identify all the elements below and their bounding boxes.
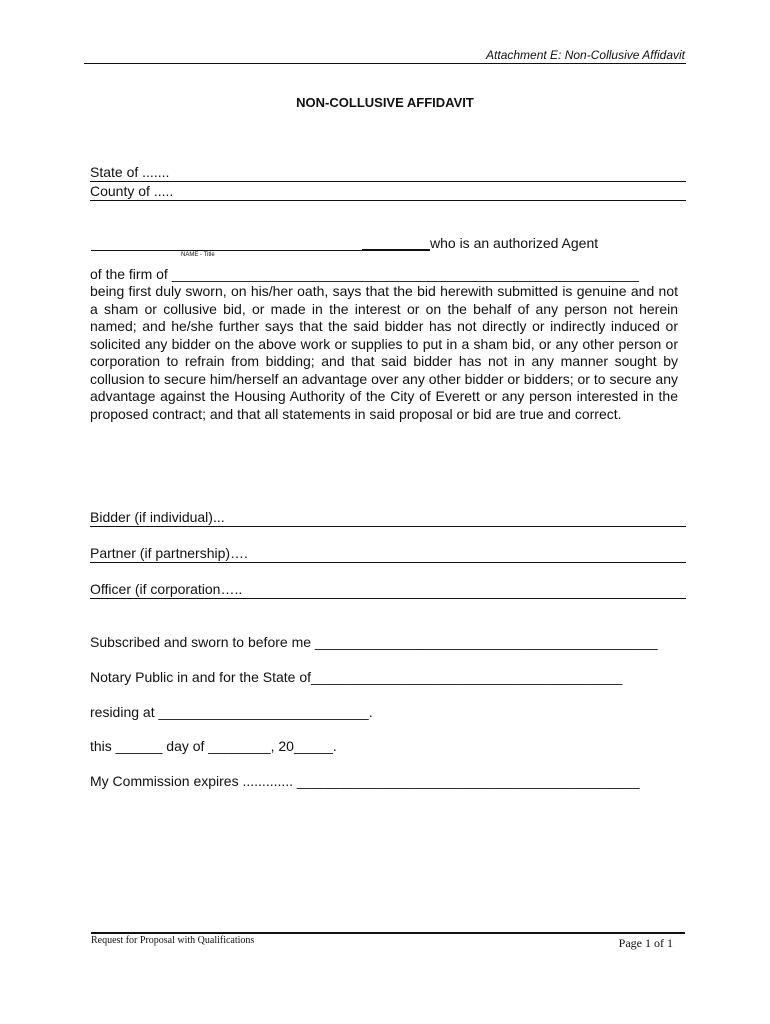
officer-signature-line (90, 580, 686, 599)
state-label: State of ....... (90, 164, 170, 180)
subscribed-line: Subscribed and sworn to before me ____________________________________________ (90, 634, 658, 650)
residing-line: residing at ___________________________. (90, 704, 373, 720)
officer-label: Officer (if corporation….. (90, 581, 243, 597)
partner-label: Partner (if partnership)…. (90, 545, 248, 561)
agent-title-underline (362, 249, 430, 251)
header-rule (84, 63, 686, 64)
footer-left-text: Request for Proposal with Qualifications (91, 935, 255, 946)
page-title: NON-COLLUSIVE AFFIDAVIT (296, 95, 474, 110)
commission-line: My Commission expires ............. ____________________________________________ (90, 773, 640, 789)
footer-rule (91, 932, 685, 934)
bidder-signature-line (90, 508, 686, 527)
agent-text: who is an authorized Agent (430, 235, 599, 251)
date-line: this ______ day of ________, 20_____. (90, 738, 337, 754)
name-title-caption: NAME - Title (181, 252, 215, 258)
firm-line: of the firm of ____________________________________________________________ (90, 266, 639, 282)
state-field (90, 163, 686, 182)
affidavit-body: being first duly sworn, on his/her oath, says that the bid herewith submitted is genuine and not a sham or collusive bid, or made in the interest or on the behalf of any person not herein named; and he/she further says that the said bidder has not directly or indirectly induced or solicited any bidder on the above work or supplies to put in a sham bid, or any other person or corporation to refrain from bidding; and that said bidder has not in any manner sought by collusion to secure him/herself an advantage over any other bidder or bidders; or to secure any advantage against the Housing Authority of the City of Everett or any person interested in the proposed contract; and that all statements in said proposal or bid are true and correct. (90, 283, 678, 422)
agent-name-underline (91, 250, 362, 251)
partner-signature-line (90, 544, 686, 563)
notary-public-line: Notary Public in and for the State of________________________________________ (90, 669, 623, 685)
county-field (90, 182, 686, 201)
attachment-label: Attachment E: Non-Collusive Affidavit (486, 48, 685, 62)
page-number: Page 1 of 1 (618, 936, 673, 950)
bidder-label: Bidder (if individual)... (90, 509, 225, 525)
county-label: County of ..... (90, 183, 174, 199)
